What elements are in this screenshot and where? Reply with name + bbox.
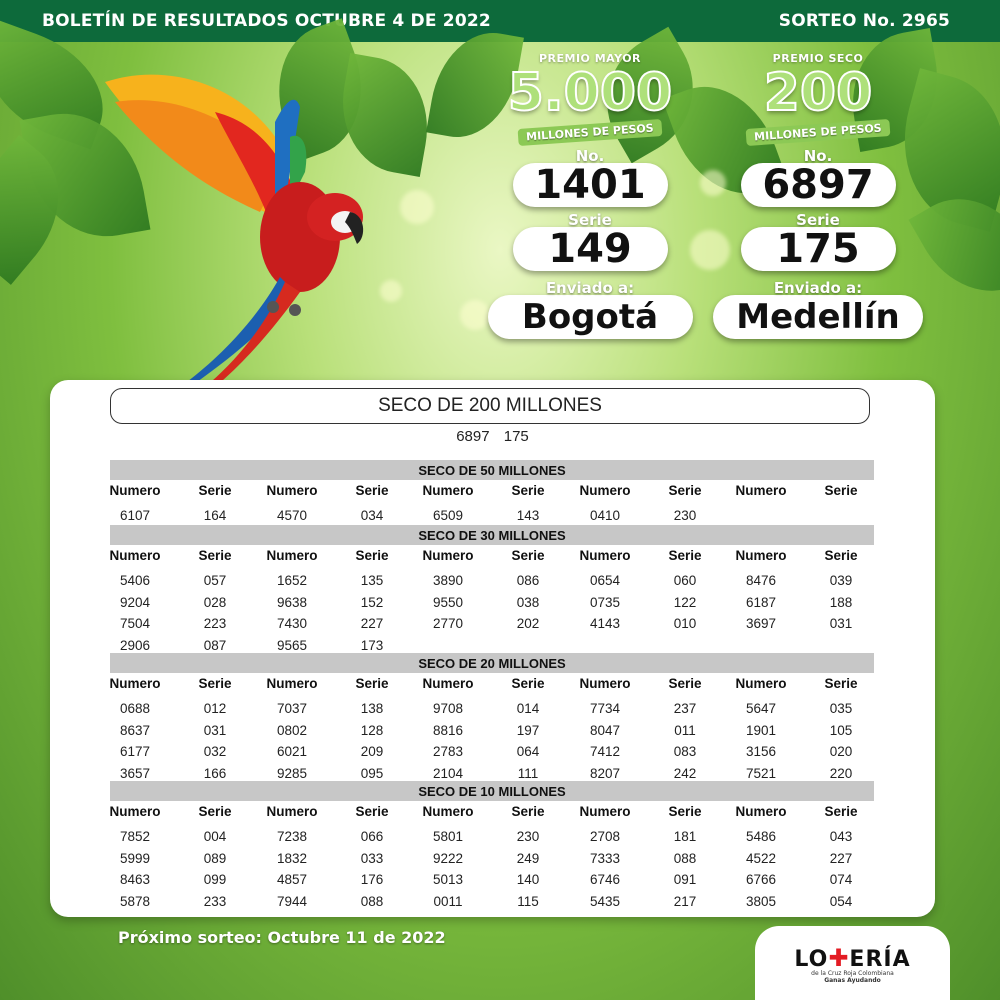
ticket-series: 038: [516, 594, 540, 610]
ticket-number: 7521: [745, 766, 777, 782]
ticket-number: 8816: [432, 722, 464, 738]
ticket-number: 7430: [276, 616, 308, 632]
ticket-number: 5801: [432, 829, 464, 844]
ticket-series: 230: [516, 829, 540, 844]
ticket-number: 1652: [276, 573, 308, 588]
premio-seco-series: 175: [741, 227, 896, 271]
ticket-series: 233: [203, 894, 227, 910]
ticket-series: 043: [829, 829, 853, 844]
column-header-series: Serie: [511, 676, 545, 691]
table-row: [110, 613, 930, 635]
ticket-series: 089: [203, 850, 227, 866]
column-header-number: Numero: [735, 804, 787, 819]
section-title: SECO DE 30 MILLONES: [110, 525, 874, 545]
loteria-logo: [755, 926, 950, 1000]
ticket-number: 7944: [276, 894, 308, 910]
ticket-number: 7037: [276, 701, 308, 716]
ticket-series: 020: [829, 744, 853, 760]
ticket-series: 054: [829, 894, 853, 910]
premio-mayor-amount: 5.000: [507, 63, 673, 123]
premio-seco-amount-sub: MILLONES DE PESOS: [746, 119, 891, 146]
premio-seco-number: 6897: [741, 163, 896, 207]
column-header-series: Serie: [824, 804, 858, 819]
premio-seco-sent-label: Enviado a:: [773, 279, 863, 297]
premio-seco-series-label: Serie: [796, 211, 840, 229]
ticket-series: 014: [516, 701, 540, 716]
ticket-number: 2783: [432, 744, 464, 760]
ticket-number: 3805: [745, 894, 777, 910]
column-header-series: Serie: [355, 676, 389, 691]
ticket-number: 9638: [276, 594, 308, 610]
ticket-series: 004: [203, 829, 227, 844]
premio-seco-label: PREMIO SECO: [772, 52, 864, 65]
ticket-series: 057: [203, 573, 227, 588]
ticket-series: 181: [673, 829, 697, 844]
ticket-number: 5878: [119, 894, 151, 910]
column-header-number: Numero: [109, 548, 161, 563]
ticket-series: 188: [829, 594, 853, 610]
column-header-number: Numero: [266, 804, 318, 819]
seco-200-title: SECO DE 200 MILLONES: [110, 388, 870, 424]
ticket-number: 6177: [119, 744, 151, 760]
ticket-number: 4570: [276, 508, 308, 523]
ticket-series: 031: [829, 616, 853, 632]
ticket-number: 0802: [276, 722, 308, 738]
premio-mayor-number-label: No.: [575, 147, 605, 165]
ticket-series: 088: [673, 850, 697, 866]
premio-mayor-number: 1401: [513, 163, 668, 207]
premio-mayor-series-label: Serie: [568, 211, 612, 229]
column-header-series: Serie: [824, 548, 858, 563]
column-header-number: Numero: [266, 483, 318, 498]
ticket-number: 3890: [432, 573, 464, 588]
logo-tagline: Ganas Ayudando: [824, 977, 881, 984]
ticket-number: 0654: [589, 573, 621, 588]
premio-mayor-series: 149: [513, 227, 668, 271]
seco-200-series: 175: [503, 428, 529, 445]
ticket-number: [721, 505, 801, 527]
table-row: [110, 720, 930, 742]
column-header-number: Numero: [735, 676, 787, 691]
ticket-series: 105: [829, 722, 853, 738]
ticket-number: 2104: [432, 766, 464, 782]
ticket-number: 3156: [745, 744, 777, 760]
ticket-number: 2906: [119, 638, 151, 654]
ticket-series: 223: [203, 616, 227, 632]
ticket-number: 0735: [589, 594, 621, 610]
ticket-series: 227: [829, 850, 853, 866]
seco-200-values: [50, 428, 935, 445]
section-header-row: [110, 673, 930, 695]
ticket-series: 033: [360, 850, 384, 866]
ticket-series: 039: [829, 573, 853, 588]
column-header-number: Numero: [735, 548, 787, 563]
ticket-number: 5486: [745, 829, 777, 844]
premio-mayor-panel: [485, 52, 695, 339]
table-row: [110, 592, 930, 614]
ticket-number: 5013: [432, 872, 464, 888]
column-header-series: Serie: [355, 483, 389, 498]
next-draw-date: Próximo sorteo: Octubre 11 de 2022: [118, 928, 446, 947]
ticket-series: 135: [360, 573, 384, 588]
section-header-row: [110, 480, 930, 502]
ticket-series: 031: [203, 722, 227, 738]
column-header-number: Numero: [579, 483, 631, 498]
ticket-number: 8637: [119, 722, 151, 738]
column-header-number: Numero: [579, 804, 631, 819]
column-header-number: Numero: [109, 676, 161, 691]
ticket-number: 0011: [433, 894, 463, 910]
ticket-number: 4857: [276, 872, 308, 888]
ticket-number: 7238: [276, 829, 308, 844]
column-header-series: Serie: [668, 483, 702, 498]
section-title: SECO DE 20 MILLONES: [110, 653, 874, 673]
table-row: [110, 698, 930, 720]
ticket-series: 138: [360, 701, 384, 716]
ticket-series: 032: [203, 744, 227, 760]
premio-seco-amount: 200: [763, 63, 873, 123]
red-cross-icon: ✚: [828, 944, 850, 972]
ticket-series: 209: [360, 744, 384, 760]
results-card: [50, 380, 935, 917]
ticket-number: 6187: [745, 594, 777, 610]
premio-mayor-sent-to: Bogotá: [488, 295, 693, 339]
macaw-parrot-image: [95, 62, 370, 392]
ticket-series: 217: [673, 894, 697, 910]
ticket-series: 012: [203, 701, 227, 716]
ticket-series: 034: [360, 508, 384, 523]
ticket-series: 202: [516, 616, 540, 632]
column-header-number: Numero: [109, 804, 161, 819]
ticket-number: 9204: [119, 594, 151, 610]
column-header-series: Serie: [668, 548, 702, 563]
ticket-series: 166: [203, 766, 227, 782]
ticket-series: 122: [673, 594, 697, 610]
section-title: SECO DE 50 MILLONES: [110, 460, 874, 480]
ticket-number: 6021: [276, 744, 308, 760]
ticket-number: 9550: [432, 594, 464, 610]
column-header-series: Serie: [511, 548, 545, 563]
ticket-number: 6509: [432, 508, 464, 523]
ticket-series: 249: [516, 850, 540, 866]
ticket-series: 086: [516, 573, 540, 588]
ticket-number: 3657: [119, 766, 151, 782]
ticket-number: 3697: [745, 616, 777, 632]
ticket-number: 9565: [276, 638, 308, 654]
ticket-number: 7333: [589, 850, 621, 866]
ticket-series: 074: [829, 872, 853, 888]
ticket-series: 011: [674, 722, 696, 738]
ticket-series: 227: [360, 616, 384, 632]
column-header-series: Serie: [511, 804, 545, 819]
ticket-number: 6746: [589, 872, 621, 888]
ticket-number: 1901: [745, 722, 777, 738]
column-header-series: Serie: [668, 804, 702, 819]
ticket-series: 230: [673, 508, 697, 523]
ticket-series: [801, 505, 881, 527]
ticket-number: 9708: [432, 701, 464, 716]
premio-mayor-label: PREMIO MAYOR: [538, 52, 642, 65]
table-row: [110, 741, 930, 763]
ticket-series: 066: [360, 829, 384, 844]
ticket-series: 088: [360, 894, 384, 910]
ticket-number: 5406: [119, 573, 151, 588]
ticket-number: 2708: [589, 829, 621, 844]
ticket-number: 0410: [589, 508, 621, 523]
ticket-number: 4522: [745, 850, 777, 866]
ticket-number: 6107: [119, 508, 151, 523]
ticket-series: 091: [673, 872, 697, 888]
table-row: [110, 570, 930, 592]
ticket-number: 4143: [589, 616, 621, 632]
ticket-series: 035: [829, 701, 853, 716]
ticket-number: 5647: [745, 701, 777, 716]
ticket-series: 143: [516, 508, 540, 523]
ticket-series: 028: [203, 594, 227, 610]
column-header-number: Numero: [579, 676, 631, 691]
ticket-series: 083: [673, 744, 697, 760]
column-header-series: Serie: [355, 548, 389, 563]
table-row: [110, 826, 930, 848]
ticket-series: 220: [829, 766, 853, 782]
premio-seco-number-label: No.: [803, 147, 833, 165]
ticket-number: 5435: [589, 894, 621, 910]
ticket-number: 7412: [589, 744, 621, 760]
ticket-number: 2770: [432, 616, 464, 632]
column-header-number: Numero: [422, 483, 474, 498]
ticket-series: 128: [360, 722, 384, 738]
table-row: [110, 869, 930, 891]
ticket-number: 9285: [276, 766, 308, 782]
premio-mayor-sent-label: Enviado a:: [545, 279, 635, 297]
ticket-series: 152: [360, 594, 384, 610]
ticket-number: 8207: [589, 766, 621, 782]
premio-seco-panel: [713, 52, 923, 339]
ticket-series: 173: [360, 638, 384, 654]
column-header-series: Serie: [198, 483, 232, 498]
column-header-series: Serie: [198, 804, 232, 819]
column-header-number: Numero: [266, 676, 318, 691]
column-header-number: Numero: [422, 804, 474, 819]
ticket-series: 237: [673, 701, 697, 716]
column-header-series: Serie: [668, 676, 702, 691]
table-row: [110, 848, 930, 870]
premio-seco-sent-to: Medellín: [713, 295, 923, 339]
seco-200-number: 6897: [456, 428, 490, 445]
ticket-series: 164: [203, 508, 227, 523]
column-header-series: Serie: [511, 483, 545, 498]
column-header-number: Numero: [422, 548, 474, 563]
section-header-row: [110, 545, 930, 567]
ticket-series: 010: [673, 616, 697, 632]
section-title: SECO DE 10 MILLONES: [110, 781, 874, 801]
column-header-series: Serie: [198, 676, 232, 691]
logo-subtitle: de la Cruz Roja Colombiana: [811, 970, 894, 977]
ticket-number: 8463: [119, 872, 151, 888]
ticket-number: 8476: [745, 573, 777, 588]
ticket-series: 095: [360, 766, 384, 782]
ticket-number: 7504: [119, 616, 151, 632]
ticket-series: 064: [516, 744, 540, 760]
draw-number: SORTEO No. 2965: [778, 11, 950, 31]
ticket-series: 197: [516, 722, 540, 738]
column-header-number: Numero: [422, 676, 474, 691]
column-header-number: Numero: [735, 483, 787, 498]
column-header-number: Numero: [266, 548, 318, 563]
table-row: [110, 891, 930, 913]
ticket-number: 8047: [589, 722, 621, 738]
ticket-series: 111: [517, 766, 539, 782]
ticket-series: 099: [203, 872, 227, 888]
bulletin-title: BOLETÍN DE RESULTADOS OCTUBRE 4 DE 2022: [42, 11, 491, 31]
ticket-number: 9222: [432, 850, 464, 866]
ticket-number: 1832: [276, 850, 308, 866]
column-header-series: Serie: [355, 804, 389, 819]
ticket-number: 6766: [745, 872, 777, 888]
section-header-row: [110, 801, 930, 823]
table-row: [110, 505, 930, 527]
column-header-series: Serie: [198, 548, 232, 563]
ticket-series: 176: [360, 872, 384, 888]
column-header-series: Serie: [824, 676, 858, 691]
premio-mayor-amount-sub: MILLONES DE PESOS: [518, 119, 663, 146]
ticket-series: 060: [673, 573, 697, 588]
ticket-number: 7734: [589, 701, 621, 716]
ticket-series: 140: [516, 872, 540, 888]
ticket-number: 5999: [119, 850, 151, 866]
logo-text-right: ERÍA: [849, 947, 911, 972]
column-header-number: Numero: [579, 548, 631, 563]
ticket-series: 242: [673, 766, 697, 782]
column-header-number: Numero: [109, 483, 161, 498]
ticket-series: 087: [203, 638, 227, 654]
ticket-series: 115: [517, 894, 539, 910]
ticket-number: 7852: [119, 829, 151, 844]
logo-text-left: LO: [794, 947, 829, 972]
column-header-series: Serie: [824, 483, 858, 498]
ticket-number: 0688: [119, 701, 151, 716]
